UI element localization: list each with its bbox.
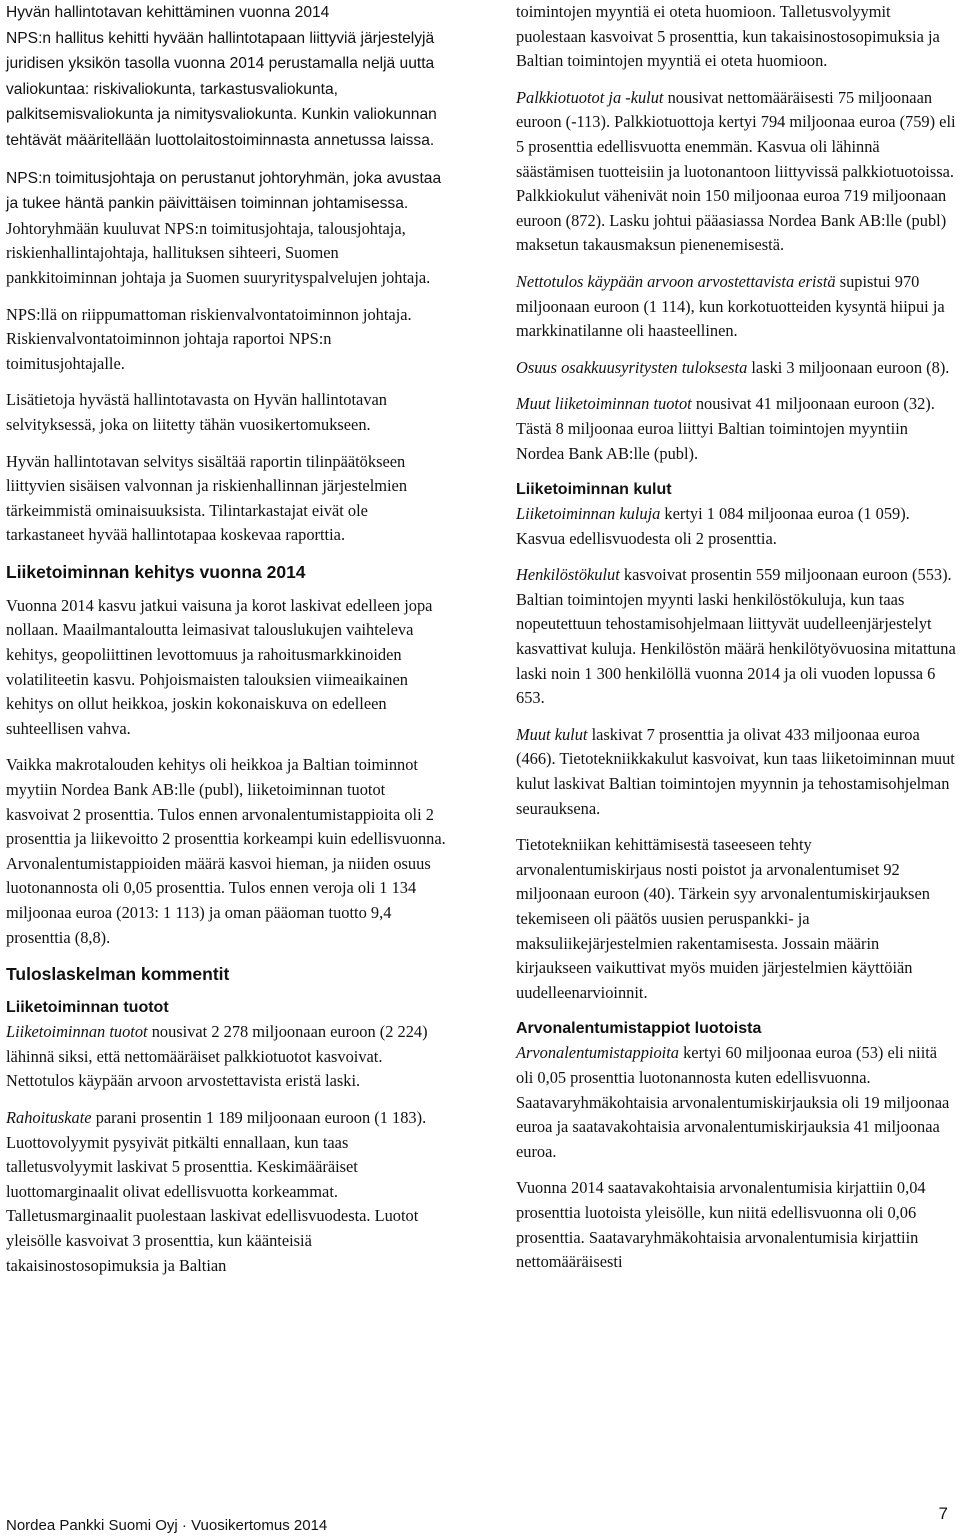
page-number: 7: [938, 1504, 948, 1523]
italic-term: Muut kulut: [516, 724, 588, 744]
paragraph-text: parani prosentin 1 189 miljoonaan euroon (1 183). Luottovolyymit pysyivät pitkälti ennallaan, kun taas talletusvolyymit laskivat 5 prosenttia. Keskimääräiset luottomarginaalit olivat edellisvuotta korkeammat. Talletusmarginaalit puolestaan laskivat edellisvuodesta. Luotot yleisölle kasvoivat 3 prosenttia, kun käänteisiä takaisinostosopimuksia ja Baltian: [6, 1107, 427, 1275]
paragraph-it-impairment: Tietotekniikan kehittämisestä taseeseen tehty arvonalentumiskirjaus nosti poistot ja arvonalentumiset 92 miljoonaan euroon (40). Tärkein syy arvonalentumiskirjauksen tekemiseen oli päätös uusien peruspankki- ja maksuliikejärjestelmien rakentamisesta. Jossain määrin kirjaukseen vaikuttivat myös muiden järjestelmien käyttöiän uudelleenarvioinnit.: [516, 835, 930, 1002]
italic-term: Liiketoiminnan tuotot: [6, 1022, 148, 1042]
paragraph-risk-control: NPS:llä on riippumattoman riskienvalvontatoiminnon johtaja. Riskienvalvontatoiminnon johtaja raportoi NPS:n toimitusjohtajalle.: [6, 304, 412, 373]
italic-term: Henkilöstökulut: [516, 565, 620, 585]
paragraph-other-income: [516, 392, 956, 466]
paragraph-sans-text: NPS:n hallitus kehitti hyvään hallintotapaan liittyviä järjestelyjä juridisen yksikön tasolla vuonna 2014 perustamalla neljä uutta valiokuntaa: riskivaliokunta, tarkastusvaliokunta, palkitsemisvaliokunta ja nimitysvaliokunta. Kunkin valiokunnan tehtävät määritellään luottolaitostoiminnasta annetussa laissa.: [6, 29, 437, 149]
section-heading-business-development: Liiketoiminnan kehitys vuonna 2014: [6, 561, 306, 582]
paragraph-text: kertyi 1 084 miljoonaa euroa (1 059). Kasvua edellisvuodesta oli 2 prosenttia.: [516, 504, 910, 548]
subheading-income: Liiketoiminnan tuotot: [6, 999, 169, 1017]
paragraph-text: nousivat 41 miljoonaan euroon (32). Tästä 8 miljoonaa euroa liittyi Baltian toimintojen myyntiin Nordea Bank AB:lle (publ).: [516, 394, 935, 463]
paragraph-text: nousivat nettomääräisesti 75 miljoonaan euroon (-113). Palkkiotuottoja kertyi 794 miljoonaa euroa (759) eli 5 prosenttia edellisvuotta enemmän. Kasvua oli lähinnä säästämisen tuotteisiin ja luotonantoon liittyvissä palkkiotuotoissa. Palkkiokulut vähenivät noin 150 miljoonaa euroa 719 miljoonaan euroon (872). Lasku johtui pääasiassa Nordea Bank AB:lle (publ) maksetun takausmaksun pienenemisestä.: [516, 87, 956, 255]
paragraph-text: Johtoryhmään kuuluvat NPS:n toimitusjohtaja, talousjohtaja, riskienhallintajohtaja, hallituksen sihteeri, Suomen pankkitoiminnan johtaja ja Suomen suuryrityspalvelujen johtaja.: [6, 218, 431, 287]
paragraph-expenses: [516, 502, 956, 551]
paragraph-governance-statement: Hyvän hallintotavan selvitys sisältää raportin tilinpäätökseen liittyvien sisäisen valvonnan ja riskienhallinnan järjestelmien tärkeimmistä ominaisuuksista. Tilintarkastajat eivät ole tarkastaneet hyvää hallintotapaa koskevaa raporttia.: [6, 451, 408, 545]
paragraph-more-info: Lisätietoja hyvästä hallintotavasta on Hyvän hallintotavan selvityksessä, joka on liitetty tähän vuosikertomukseen.: [6, 390, 387, 434]
right-column: [516, 0, 956, 1275]
italic-term: Palkkiotuotot ja -kulut: [516, 87, 664, 107]
paragraph-commission: [516, 86, 956, 258]
paragraph-text: supistui 970 miljoonaan euroon (1 114), kun korkotuotteiden kysyntä hiipui ja markkinatilanne oli haasteellinen.: [516, 271, 945, 341]
italic-term: Rahoituskate: [6, 1107, 92, 1127]
italic-term: Osuus osakkuusyritysten tuloksesta: [516, 357, 748, 377]
paragraph-net-interest: [6, 1106, 450, 1278]
italic-term: Muut liiketoiminnan tuotot: [516, 394, 692, 414]
paragraph-economy: Vuonna 2014 kasvu jatkui vaisuna ja korot laskivat edelleen jopa nollaan. Maailmantaloutta leimasivat talouslukujen vaihteleva kehitys, geopoliittinen levottomuus ja rahoitusmarkkinoiden volatiliteetin kasvu. Pohjoismaisten talouksien viimeaikainen kehitys on ollut heikkoa, joskin kokonaiskuva on edelleen suhteellisen vahva.: [6, 595, 433, 738]
paragraph-text: nousivat 2 278 miljoonaan euroon (2 224) lähinnä siksi, että nettomääräiset palkkiotuotot kasvoivat. Nettotulos käypään arvoon arvostettavista eristä laski.: [6, 1022, 428, 1091]
italic-term: Liiketoiminnan kuluja: [516, 504, 661, 524]
paragraph-sans-text: NPS:n toimitusjohtaja on perustanut johtoryhmän, joka avustaa ja tukee häntä pankin päivittäisen toiminnan johtamisessa.: [6, 169, 442, 213]
left-column: [6, 0, 450, 1278]
subheading-expenses: Liiketoiminnan kulut: [516, 481, 672, 499]
paragraph-text: kasvoivat prosentin 559 miljoonaan euroon (553). Baltian toimintojen myynti laski henkilöstökuluja, kun taas nopeutettuun tehostamisohjelmaan liittyvät uudelleenjärjestelyt kasvattivat kuluja. Henkilöstön määrä henkilötyövuosina mitattuna laski noin 1 300 henkilöllä vuonna 2014 ja oli vuoden lopussa 6 653.: [516, 565, 956, 708]
paragraph-other-costs: [516, 723, 956, 821]
paragraph-results: Vaikka makrotalouden kehitys oli heikkoa ja Baltian toiminnot myytiin Nordea Bank AB:lle (publ), liiketoiminnan tuotot kasvoivat 2 prosenttia. Tulos ennen arvonalentumistappioita oli 2 prosenttia ja liikevoitto 2 prosenttia korkeampi kuin edellisvuonna. Arvonalentumistappioiden määrä kasvoi hieman, ja niiden osuus luotonannosta oli 0,05 prosenttia. Tulos ennen veroja oli 1 134 miljoonaa euroa (2013: 1 113) ja oman pääoman tuotto 9,4 prosenttia (8,8).: [6, 755, 446, 947]
paragraph-individual-losses: Vuonna 2014 saatavakohtaisia arvonalentumisia kirjattiin 0,04 prosenttia luotoista yleisölle, kun niitä edellisvuonna oli 0,06 prosenttia. Saatavaryhmäkohtaisia arvonalentumisia kirjattiin nettomääräisesti: [516, 1178, 926, 1272]
section-heading-income-statement: Tuloslaskelman kommentit: [6, 964, 230, 985]
paragraph-text: kertyi 60 miljoonaa euroa (53) eli niitä oli 0,05 prosenttia luotonannosta kuten edellisvuonna. Saatavaryhmäkohtaisia arvonalentumiskirjauksia oli 19 miljoonaa euroa ja saatavakohtaisia arvonalentumiskirjauksia 41 miljoonaa euroa.: [516, 1043, 950, 1161]
italic-term: Nettotulos käypään arvoon arvostettavista eristä: [516, 271, 836, 291]
paragraph-text: laski 3 miljoonaan euroon (8).: [747, 357, 950, 377]
paragraph-fair-value: [516, 270, 956, 344]
paragraph-income: [6, 1020, 450, 1094]
footer-company: Nordea Pankki Suomi Oyj · Vuosikertomus 2014: [6, 1517, 328, 1534]
subheading-loan-losses: Arvonalentumistappiot luotoista: [516, 1020, 762, 1038]
paragraph-continued: toimintojen myyntiä ei oteta huomioon. Talletusvolyymit puolestaan kasvoivat 5 prosenttia, kun takaisinostosopimuksia ja Baltian toimintojen myyntiä ei oteta huomioon.: [516, 2, 940, 71]
paragraph-management-group: [6, 166, 450, 291]
italic-term: Arvonalentumistappioita: [516, 1043, 679, 1063]
paragraph-associates: [516, 356, 956, 381]
paragraph-staff-costs: [516, 563, 956, 711]
paragraph-governance: [6, 0, 450, 154]
paragraph-title: Hyvän hallintotavan kehittäminen vuonna 2014: [6, 4, 330, 21]
paragraph-text: laskivat 7 prosenttia ja olivat 433 miljoonaa euroa (466). Tietotekniikkakulut kasvoivat, kun taas liiketoiminnan muut kulut laskivat Baltian toimintojen myynnin ja tehostamisohjelman seurauksena.: [516, 724, 955, 818]
paragraph-loan-losses: [516, 1041, 956, 1164]
